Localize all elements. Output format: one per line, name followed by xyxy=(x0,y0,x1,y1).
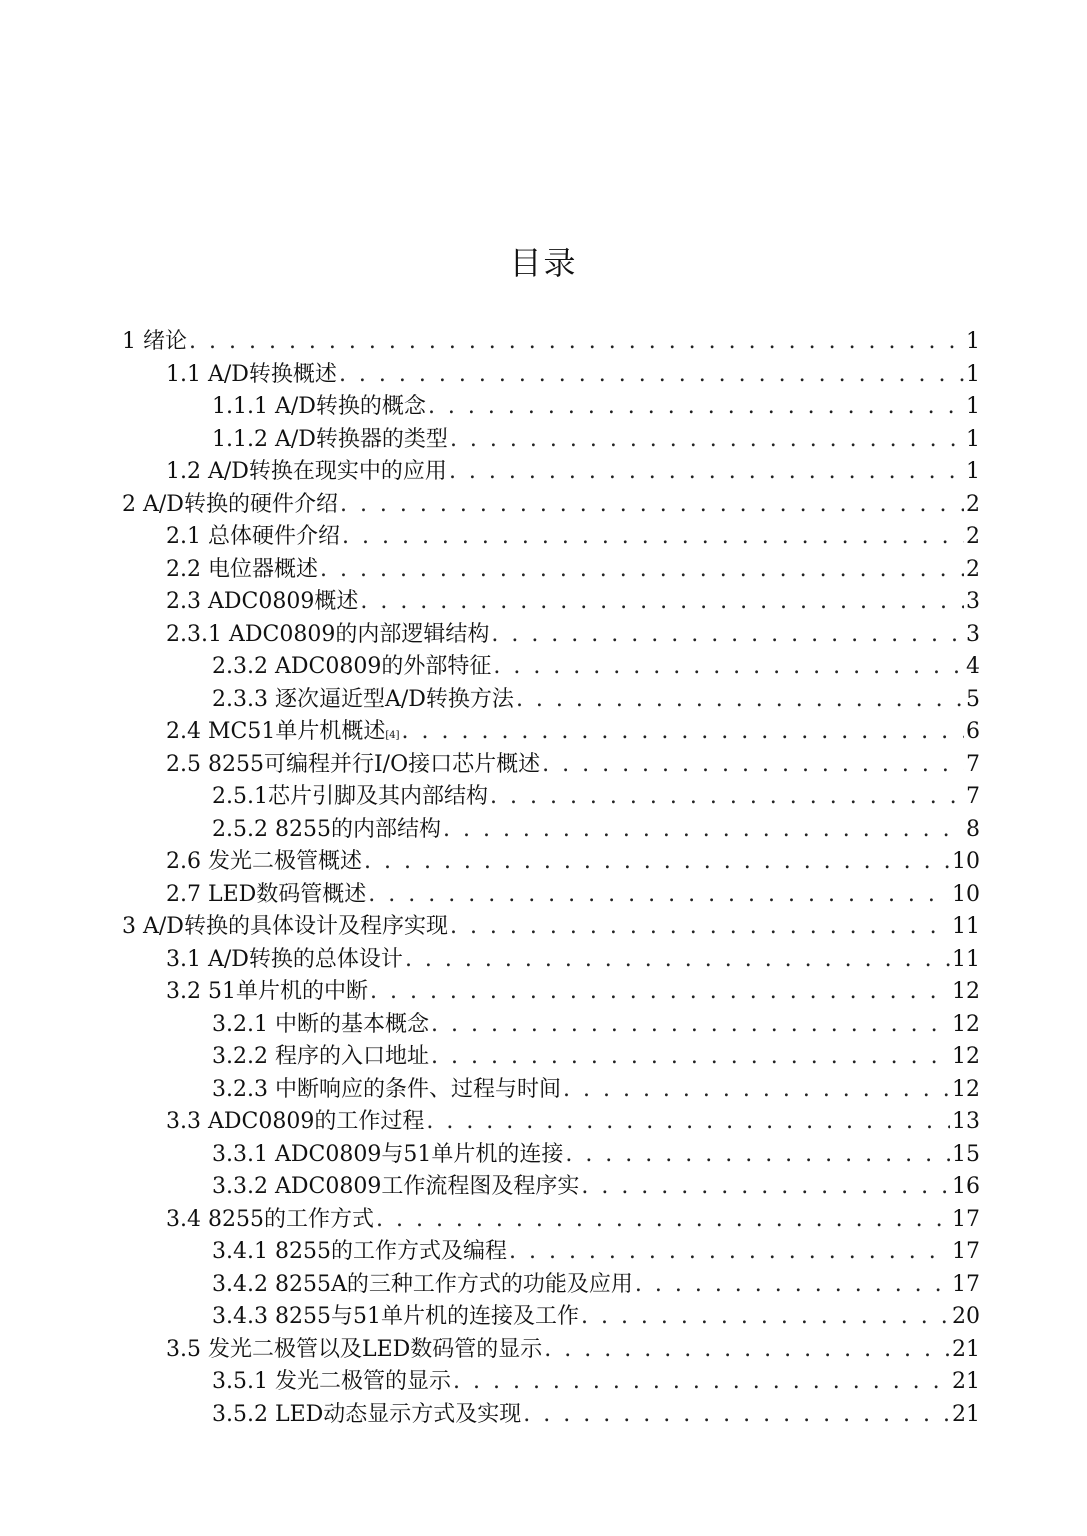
toc-entry-number: 2.1 xyxy=(166,524,208,549)
toc-entry-page: 21 xyxy=(952,1369,980,1394)
toc-entry-number: 3.5.1 xyxy=(212,1369,275,1394)
dot-leader xyxy=(368,879,950,911)
toc-entry-page: 6 xyxy=(966,719,980,744)
toc-entry-page: 17 xyxy=(952,1239,980,1264)
toc-entry-number: 2.5 xyxy=(166,751,208,777)
toc-entry-page: 7 xyxy=(966,751,980,777)
toc-entry-title: ADC0809与51单片机的连接 xyxy=(274,1141,564,1167)
toc-entry-page: 15 xyxy=(952,1141,980,1167)
toc-entry-page: 3 xyxy=(966,621,980,647)
toc-entry-page: 10 xyxy=(952,849,980,874)
toc-entry[interactable] xyxy=(212,1269,980,1301)
toc-entry-title: LED动态显示方式及实现 xyxy=(274,1401,522,1427)
dot-leader xyxy=(405,944,950,976)
toc-entry-number: 2.6 xyxy=(166,849,208,874)
toc-entry[interactable] xyxy=(166,359,980,391)
toc-entry-title: 8255与51单片机的连接及工作 xyxy=(274,1304,579,1329)
toc-entry-number: 2.3 xyxy=(166,589,208,614)
toc-entry-number: 2.7 xyxy=(166,881,208,907)
dot-leader xyxy=(493,651,964,683)
dot-leader xyxy=(376,1204,950,1236)
toc-entry[interactable] xyxy=(212,1399,980,1431)
toc-entry[interactable] xyxy=(166,1204,980,1236)
dot-leader xyxy=(542,749,964,781)
dot-leader xyxy=(342,521,964,553)
toc-entry-number: 3.2.1 xyxy=(212,1011,275,1037)
dot-leader xyxy=(431,1041,950,1073)
dot-leader xyxy=(431,1009,950,1041)
toc-entry-title: 总体硬件介绍 xyxy=(207,524,340,549)
toc-entry[interactable] xyxy=(166,976,980,1008)
toc-entry-page: 12 xyxy=(952,979,980,1004)
toc-entry-title: 中断响应的条件、过程与时间 xyxy=(274,1076,561,1102)
toc-entry[interactable] xyxy=(212,1236,980,1268)
toc-entry[interactable] xyxy=(166,521,980,553)
toc-entry[interactable] xyxy=(166,554,980,586)
dot-leader xyxy=(453,1366,950,1398)
toc-entry[interactable] xyxy=(212,684,980,716)
toc-entry-number: 3 xyxy=(122,914,143,939)
toc-entry-number: 3.4.3 xyxy=(212,1304,275,1329)
toc-entry-number: 3.3.2 xyxy=(212,1174,275,1199)
toc-entry-page: 1 xyxy=(966,329,980,354)
toc-entry[interactable] xyxy=(212,651,980,683)
toc-entry-title: A/D转换的概念 xyxy=(274,394,426,419)
toc-entry-title: ADC0809概述 xyxy=(207,589,359,614)
toc-entry-title: 51单片机的中断 xyxy=(207,979,368,1004)
toc-entry-number: 2.5.1 xyxy=(212,784,268,809)
toc-entry-number: 3.4 xyxy=(166,1206,208,1232)
dot-leader xyxy=(544,1334,950,1366)
toc-entry-number: 2.5.2 xyxy=(212,816,275,842)
toc-entry-page: 1 xyxy=(966,459,980,484)
toc-entry-title: 绪论 xyxy=(143,329,188,354)
toc-entry-page: 8 xyxy=(966,816,980,842)
toc-entry-number: 3.2.2 xyxy=(212,1044,275,1069)
toc-entry[interactable] xyxy=(212,1074,980,1106)
dot-leader xyxy=(402,716,964,748)
toc-entry[interactable] xyxy=(212,781,980,813)
dot-leader xyxy=(581,1301,950,1333)
toc-entry-number: 1.1.1 xyxy=(212,394,275,419)
toc-entry-page: 17 xyxy=(952,1271,980,1297)
toc-entry-page: 12 xyxy=(952,1076,980,1102)
toc-entry-title: MC51单片机概述 xyxy=(207,719,386,744)
toc-entry[interactable] xyxy=(212,1301,980,1333)
toc-entry-page: 11 xyxy=(952,946,980,972)
toc-entry-page: 21 xyxy=(952,1336,980,1362)
dot-leader xyxy=(320,554,964,586)
toc-entry[interactable] xyxy=(212,1041,980,1073)
toc-entry-page: 5 xyxy=(966,686,980,712)
toc-entry-title: ADC0809的外部特征 xyxy=(274,654,492,679)
toc-entry-number: 2 xyxy=(122,491,143,517)
toc-entry[interactable] xyxy=(166,586,980,618)
dot-leader xyxy=(189,326,964,358)
dot-leader xyxy=(370,976,950,1008)
toc-entry-page: 4 xyxy=(966,654,980,679)
toc-entry-title: LED数码管概述 xyxy=(207,881,367,907)
dot-leader xyxy=(360,586,964,618)
toc-entry-page: 16 xyxy=(952,1174,980,1199)
toc-entry-title: ADC0809的工作过程 xyxy=(207,1109,425,1134)
toc-entry-title: 8255的工作方式及编程 xyxy=(274,1239,507,1264)
toc-entry[interactable]: 2.4 MC51单片机概述 [4] . . . 6 xyxy=(166,716,980,748)
toc-entry[interactable] xyxy=(212,1366,980,1398)
toc-entry-page: 1 xyxy=(966,394,980,419)
toc-entry-page: 12 xyxy=(952,1044,980,1069)
toc-entry-number: 3.4.1 xyxy=(212,1239,275,1264)
toc-entry-page: 2 xyxy=(966,524,980,549)
dot-leader xyxy=(581,1171,950,1203)
toc-entry-page: 3 xyxy=(966,589,980,614)
dot-leader xyxy=(364,846,950,878)
toc-entry-number: 1.1 xyxy=(166,361,208,387)
toc-entry-page: 2 xyxy=(966,491,980,517)
toc-entry-number: 2.3.3 xyxy=(212,686,275,712)
toc-entry-number: 3.4.2 xyxy=(212,1271,275,1297)
dot-leader xyxy=(340,489,964,521)
toc-entry-page: 12 xyxy=(952,1011,980,1037)
page-title: 目录 xyxy=(509,244,578,282)
toc-entry[interactable] xyxy=(166,749,980,781)
dot-leader xyxy=(426,1106,950,1138)
dot-leader xyxy=(565,1139,950,1171)
toc-entry-page: 10 xyxy=(952,881,980,907)
toc-entry-title: 逐次逼近型A/D转换方法 xyxy=(274,686,514,712)
dot-leader xyxy=(563,1074,950,1106)
dot-leader xyxy=(443,814,964,846)
toc-entry-title: ADC0809的内部逻辑结构 xyxy=(228,621,490,647)
toc-entry[interactable] xyxy=(212,391,980,423)
toc-entry-page: 1 xyxy=(966,361,980,387)
dot-leader xyxy=(490,781,964,813)
toc-entry-page: 21 xyxy=(952,1401,980,1427)
toc-entry-page: 7 xyxy=(966,784,980,809)
toc-entry[interactable] xyxy=(166,879,980,911)
toc-entry-title: A/D转换在现实中的应用 xyxy=(207,459,447,484)
dot-leader xyxy=(491,619,964,651)
toc-entry-page: 11 xyxy=(952,914,980,939)
toc-entry[interactable] xyxy=(212,424,980,456)
toc-entry-number: 3.5 xyxy=(166,1336,208,1362)
toc-entry-number: 2.2 xyxy=(166,556,208,582)
toc-entry-page: 2 xyxy=(966,556,980,582)
toc-entry-title: A/D转换概述 xyxy=(207,361,337,387)
toc-entry-number: 3.5.2 xyxy=(212,1401,275,1427)
toc-entry-title: 8255的工作方式 xyxy=(207,1206,374,1232)
dot-leader xyxy=(450,424,964,456)
toc-entry-page: 1 xyxy=(966,426,980,452)
toc-entry-number: 3.2 xyxy=(166,979,208,1004)
toc-entry[interactable] xyxy=(212,1009,980,1041)
toc-entry-title: 电位器概述 xyxy=(207,556,318,582)
dot-leader xyxy=(523,1399,950,1431)
toc-entry[interactable] xyxy=(166,846,980,878)
toc-entry-number: 2.3.2 xyxy=(212,654,275,679)
toc-entry-number: 1.2 xyxy=(166,459,208,484)
dot-leader xyxy=(428,391,964,423)
toc-entry[interactable] xyxy=(212,814,980,846)
toc-entry-title: 发光二极管以及LED数码管的显示 xyxy=(207,1336,543,1362)
toc-entry[interactable] xyxy=(122,489,980,521)
toc-entry-title: 芯片引脚及其内部结构 xyxy=(267,784,488,809)
toc-entry-title: A/D转换的硬件介绍 xyxy=(143,491,338,517)
toc-entry-number: 3.3 xyxy=(166,1109,208,1134)
toc-entry-title: 8255的内部结构 xyxy=(274,816,441,842)
toc-entry-title: A/D转换器的类型 xyxy=(274,426,448,452)
toc-entry-title: 中断的基本概念 xyxy=(274,1011,429,1037)
toc-entry-title: 8255可编程并行I/O接口芯片概述 xyxy=(207,751,541,777)
toc-entry[interactable] xyxy=(166,1106,980,1138)
toc-entry[interactable] xyxy=(166,456,980,488)
toc-entry-title: 8255A的三种工作方式的功能及应用 xyxy=(274,1271,633,1297)
toc-entry[interactable] xyxy=(212,1171,980,1203)
toc-entry[interactable] xyxy=(212,1139,980,1171)
toc-entry[interactable] xyxy=(166,619,980,651)
toc-entry-title: A/D转换的总体设计 xyxy=(207,946,403,972)
toc-entry-number: 3.3.1 xyxy=(212,1141,275,1167)
toc-entry[interactable] xyxy=(166,944,980,976)
toc-entry-number: 2.3.1 xyxy=(166,621,229,647)
toc-entry-number: 3.2.3 xyxy=(212,1076,275,1102)
toc-entry[interactable] xyxy=(122,911,980,943)
toc-entry-page: 17 xyxy=(952,1206,980,1232)
toc-entry[interactable] xyxy=(122,326,980,358)
dot-leader xyxy=(516,684,964,716)
toc-entry-number: 3.1 xyxy=(166,946,208,972)
toc-entry-page: 13 xyxy=(952,1109,980,1134)
dot-leader xyxy=(509,1236,950,1268)
dot-leader xyxy=(449,456,964,488)
toc-entry-title: A/D转换的具体设计及程序实现 xyxy=(143,914,448,939)
dot-leader xyxy=(635,1269,950,1301)
toc-entry-title: 发光二极管概述 xyxy=(207,849,362,874)
toc-entry-number: 1.1.2 xyxy=(212,426,275,452)
toc-entry-title: ADC0809工作流程图及程序实 xyxy=(274,1174,580,1199)
dot-leader xyxy=(339,359,964,391)
toc-entry[interactable] xyxy=(166,1334,980,1366)
toc-entry-page: 20 xyxy=(952,1304,980,1329)
toc-entry-number: 1 xyxy=(122,329,143,354)
dot-leader xyxy=(450,911,950,943)
toc-entry-title: 发光二极管的显示 xyxy=(274,1369,451,1394)
toc-entry-title: 程序的入口地址 xyxy=(274,1044,429,1069)
toc-entry-number: 2.4 xyxy=(166,719,208,744)
